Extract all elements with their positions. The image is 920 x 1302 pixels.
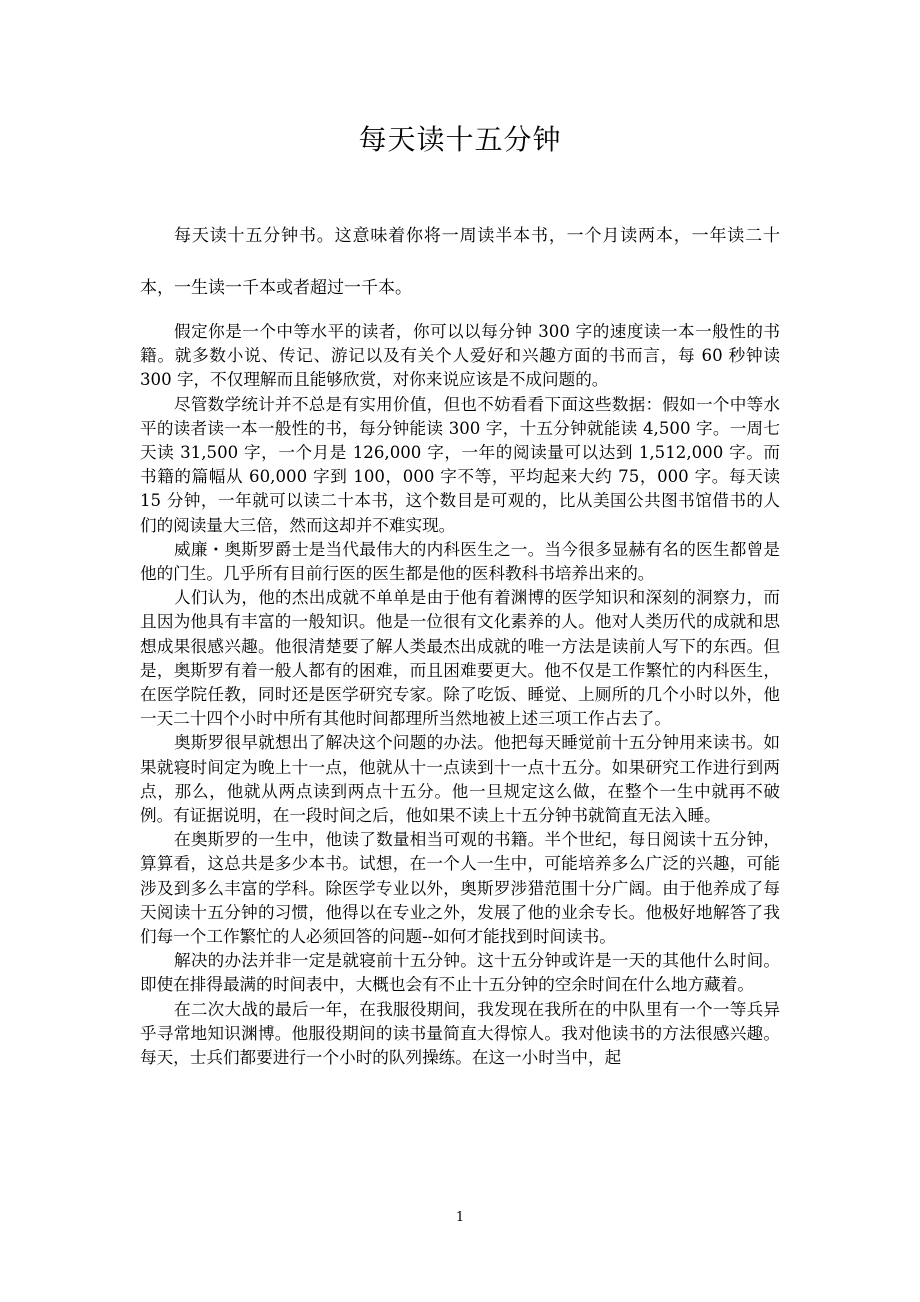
body-text bbox=[140, 320, 780, 1070]
paragraph: 尽管数学统计并不总是有实用价值，但也不妨看看下面这些数据：假如一个中等水平的读者读一本一般性的书，每分钟能读 300 字，十五分钟就能读 4,500 字。一周七天读 31,500 字，一个月是 126,000 字，一年的阅读量可以达到 1,512,000 字。而书籍的篇幅从 60,000 字到 100，000 字不等，平均起来大约 75，000 字。每天读 15 分钟，一年就可以读二十本书，这个数目是可观的，比从美国公共图书馆借书的人们的阅读量大三倍，然而这却并不难实现。 bbox=[140, 394, 780, 535]
paragraph: 解决的办法并非一定是就寝前十五分钟。这十五分钟或许是一天的其他什么时间。即使在排得最满的时间表中，大概也会有不止十五分钟的空余时间在什么地方藏着。 bbox=[140, 951, 780, 995]
paragraph: 威廉・奥斯罗爵士是当代最伟大的内科医生之一。当今很多显赫有名的医生都曾是他的门生。几乎所有目前行医的医生都是他的医科教科书培养出来的。 bbox=[140, 539, 780, 584]
paragraph: 奥斯罗很早就想出了解决这个问题的办法。他把每天睡觉前十五分钟用来读书。如果就寝时间定为晚上十一点，他就从十一点读到十一点十五分。如果研究工作进行到两点，那么，他就从两点读到两点十五分。他一旦规定这么做，在整个一生中就再不破例。有证据说明，在一段时间之后，他如果不读上十五分钟书就简直无法入睡。 bbox=[140, 733, 780, 826]
page-title: 每天读十五分钟 bbox=[358, 123, 562, 156]
intro-paragraph: 每天读十五分钟书。这意味着你将一周读半本书，一个月读两本，一年读二十本，一生读一千本或者超过一千本。 bbox=[140, 226, 780, 298]
paragraph: 在奥斯罗的一生中，他读了数量相当可观的书籍。半个世纪，每日阅读十五分钟，算算看，这总共是多少本书。试想，在一个人一生中，可能培养多么广泛的兴趣，可能涉及到多么丰富的学科。除医学专业以外，奥斯罗涉猎范围十分广阔。由于他养成了每天阅读十五分钟的习惯，他得以在专业之外，发展了他的业余专长。他极好地解答了我们每一个工作繁忙的人必须回答的问题--如何才能找到时间读书。 bbox=[140, 830, 780, 947]
paragraph: 假定你是一个中等水平的读者，你可以以每分钟 300 字的速度读一本一般性的书籍。就多数小说、传记、游记以及有关个人爱好和兴趣方面的书而言，每 60 秒钟读 300 字，不仅理解而且能够欣赏，对你来说应该是不成问题的。 bbox=[140, 322, 780, 390]
paragraph: 人们认为，他的杰出成就不单单是由于他有着渊博的医学知识和深刻的洞察力，而且因为他具有丰富的一般知识。他是一位很有文化素养的人。他对人类历代的成就和思想成果很感兴趣。他很清楚要了解人类最杰出成就的唯一方法是读前人写下的东西。但是，奥斯罗有着一般人都有的困难，而且困难要更大。他不仅是工作繁忙的内科医生，在医学院任教，同时还是医学研究专家。除了吃饭、睡觉、上厕所的几个小时以外，他一天二十四个小时中所有其他时间都理所当然地被上述三项工作占去了。 bbox=[140, 588, 780, 729]
page-number: 1 bbox=[455, 1210, 465, 1225]
paragraph: 在二次大战的最后一年，在我服役期间，我发现在我所在的中队里有一个一等兵异乎寻常地知识渊博。他服役期间的读书量简直大得惊人。我对他读书的方法很感兴趣。每天，士兵们都要进行一个小时的队列操练。在这一小时当中，起 bbox=[140, 999, 780, 1068]
